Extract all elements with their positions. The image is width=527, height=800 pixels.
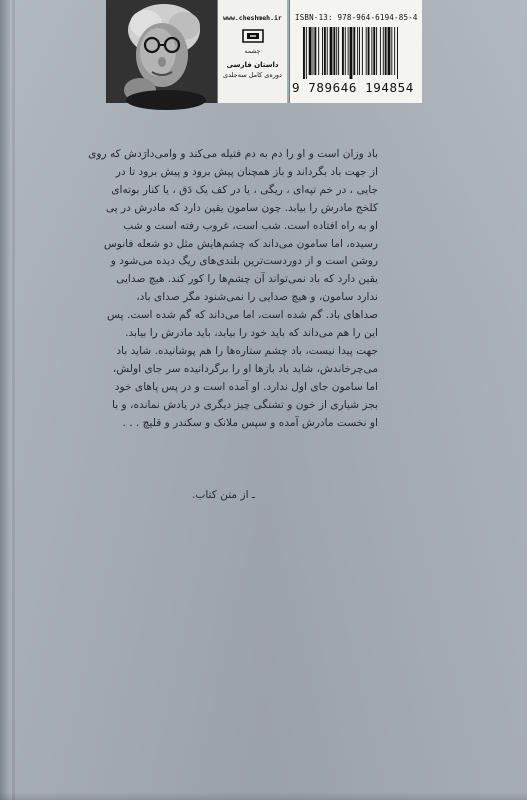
barcode-panel xyxy=(289,0,422,103)
series-subtitle: دوره‌ی کامل سه‌جلدی xyxy=(223,71,282,79)
passage-line: جایی ، در خم تپه‌ای ، ریگی ، یا در کف یک دَق ، یا کنار بوته‌ای xyxy=(111,183,378,196)
isbn-text: ISBN-13: 978-964-6194-85-4 xyxy=(295,13,418,22)
author-photo xyxy=(106,0,217,103)
passage-line: یقین دارد که باد نمی‌تواند آن چشم‌ها را کور کند. هیچ صدایی xyxy=(116,273,378,286)
passage-line: او به راه افتاده است. شب است، غروب رفته است و شب xyxy=(123,219,378,232)
cover-edge xyxy=(0,0,10,800)
passage-line: از جهت باد بگرداند و باز همچنان پیش برود و پیش برود تا در xyxy=(115,165,378,178)
passage-line: صداهای باد. گم شده است، اما می‌داند که گم شده است. پس xyxy=(107,309,378,322)
barcode-bars xyxy=(303,27,413,83)
ean-digits: 9 789646 194854 xyxy=(292,80,414,95)
publisher-name: چشمه xyxy=(244,48,261,55)
passage-line: ندارد سامون، و هیچ صدایی را نمی‌شنود مگر صدای باد، xyxy=(136,291,378,304)
passage-line: اما سامون جای اول ندارد. او آمده است و در پس پاهای خود xyxy=(114,380,378,393)
passage-line: می‌چرخاندش، شاید باد بازها او را برگردانیده سر جای اولش، xyxy=(112,362,378,375)
series-title: داستان فارسی xyxy=(226,61,279,69)
passage-line: او نخست مادرش آمده و سپس ملانک و سکندر و قلیچ . . . xyxy=(122,416,378,429)
passage-line: بجز شیاری از خون و تشنگی چیز دیگری در یادش نمانده، و با xyxy=(112,398,378,411)
publisher-logo-icon xyxy=(218,28,287,48)
passage-line: باد وزان است و او را دم به دم فتیله می‌کند و وامی‌دارَدش که روی xyxy=(88,148,378,160)
blurb-passage xyxy=(88,146,378,433)
publisher-panel xyxy=(217,0,287,103)
passage-line: جهت پیدا نیست، باد چشم ستاره‌ها را هم پوشانیده. شاید باد xyxy=(116,344,378,357)
passage-line: کلخج مادرش را بیابد. چون سامون یقین دارد که مادرش در پی xyxy=(105,201,378,214)
source-note: ـ از متن کتاب. xyxy=(191,489,255,501)
passage-line: روشن است و از دوردست‌ترین بلندی‌های ریگ دیده می‌شود و xyxy=(110,255,378,268)
publisher-url: www.cheshmeh.ir xyxy=(223,14,282,22)
passage-line: رسیده، اما سامون می‌داند که چشم‌هایش مثل دو شعله فانوس xyxy=(103,237,378,250)
spine-crease xyxy=(12,0,15,800)
passage-line: این را هم می‌داند که باید خود را بیابد، باید مادرش را بیابد. xyxy=(125,327,378,340)
cover-bottom-shade xyxy=(0,792,527,800)
